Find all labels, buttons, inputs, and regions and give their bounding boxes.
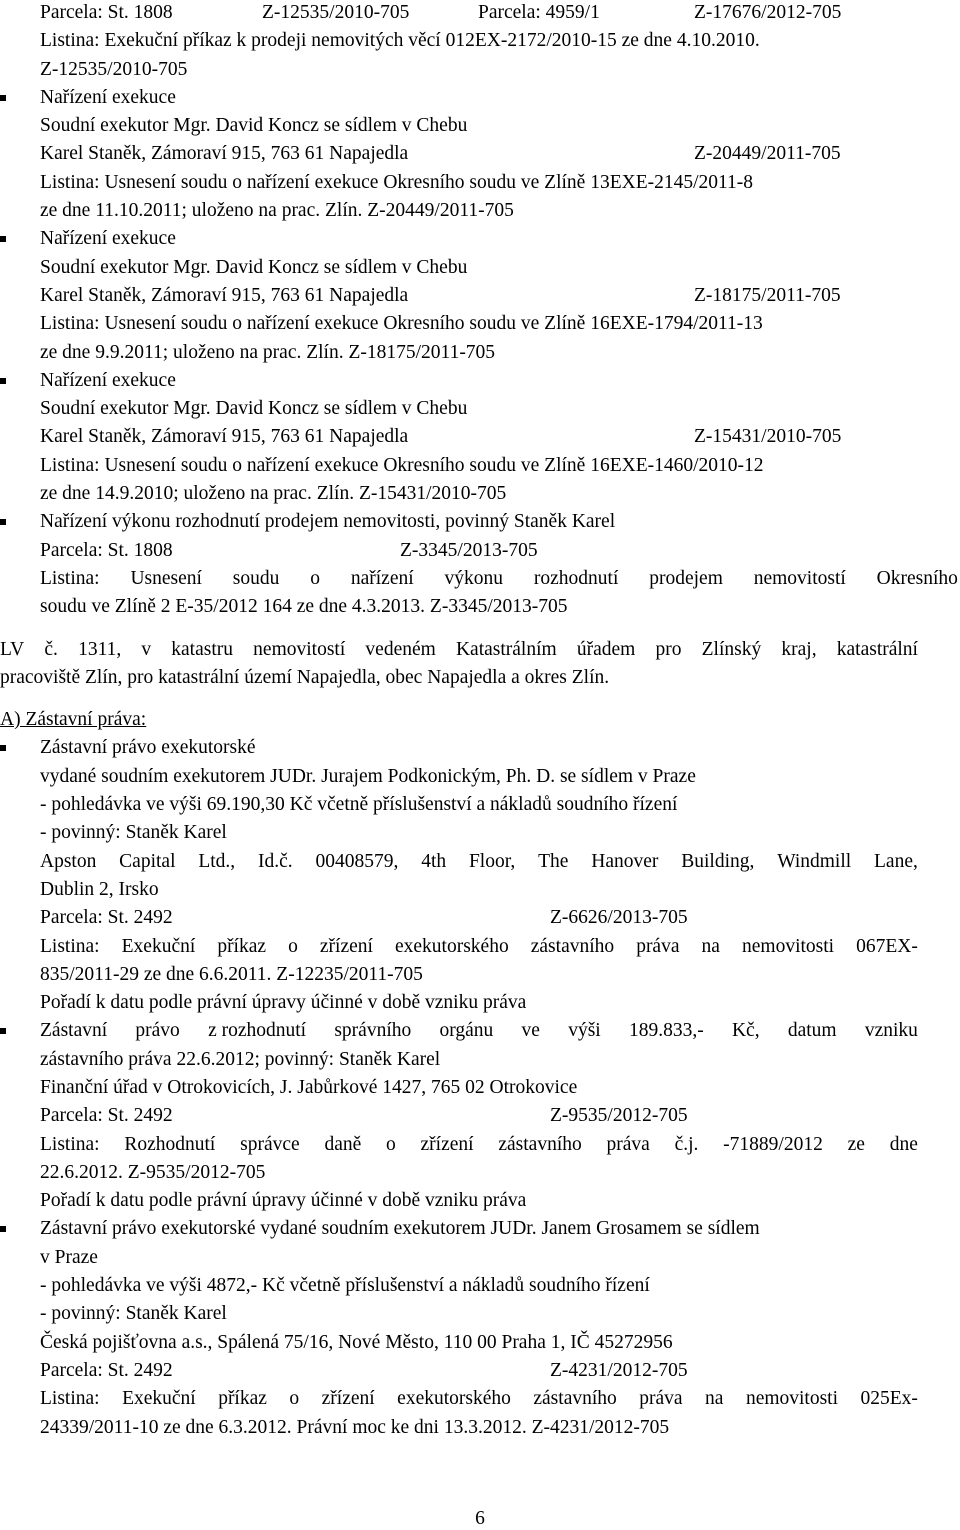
- deed-line: [40, 1131, 918, 1159]
- deed-line: [40, 933, 918, 961]
- deed-line: Listina: Usnesení soudu o nařízení exekuce Okresního soudu ve Zlíně 16EXE-1794/2011-13: [40, 313, 763, 335]
- word: příkaz: [218, 1388, 267, 1410]
- page-number: 6: [475, 1508, 485, 1529]
- word: exekutorského: [397, 1388, 511, 1410]
- bullet-item: [0, 1215, 958, 1243]
- word: nemovitostí: [253, 638, 346, 660]
- word: správce: [240, 1133, 300, 1155]
- word: vzniku: [864, 1020, 918, 1042]
- word: LV: [0, 638, 25, 660]
- item-title: Nařízení exekuce: [40, 228, 176, 250]
- text-line: Finanční úřad v Otrokovicích, J. Jabůrkové 1427, 765 02 Otrokovice: [40, 1076, 578, 1098]
- word: -71889/2012: [723, 1133, 823, 1155]
- word: Windmill: [777, 850, 852, 872]
- bullet-item: [0, 84, 958, 112]
- word: katastru: [171, 638, 234, 660]
- word: výkonu: [444, 567, 504, 589]
- item-title: Zástavní právo exekutorské vydané soudním exekutorem JUDr. Janem Grosamem se sídlem: [40, 1218, 760, 1240]
- word: v: [141, 638, 152, 660]
- word: ze: [847, 1133, 865, 1155]
- word: Exekuční: [122, 1388, 196, 1410]
- deed-line: 24339/2011-10 ze dne 6.3.2012. Právní moc ke dni 13.3.2012. Z-4231/2012-705: [40, 1416, 670, 1438]
- parcel-label: Parcela: St. 2492: [40, 1105, 173, 1127]
- heading-text: A) Zástavní práva:: [0, 709, 147, 731]
- parcel-label: Parcela: St. 2492: [40, 1359, 173, 1381]
- deed-line: 22.6.2012. Z-9535/2012-705: [40, 1161, 266, 1183]
- proceeding-number: Z-12535/2010-705: [262, 2, 410, 23]
- deed-line: Listina: Usnesení soudu o nařízení exekuce Okresního soudu ve Zlíně 13EXE-2145/2011-8: [40, 171, 754, 193]
- executor-line: Soudní exekutor Mgr. David Koncz se sídlem v Chebu: [40, 256, 468, 278]
- text-line: Pořadí k datu podle právní úpravy účinné v době vzniku práva: [40, 1190, 527, 1212]
- word: zřízení: [321, 1388, 375, 1410]
- deed-line: 835/2011-29 ze dne 6.6.2011. Z-12235/2011-705: [40, 963, 423, 985]
- parcel-line: [40, 0, 958, 27]
- word: úřadem: [576, 638, 636, 660]
- word: katastrální: [836, 638, 918, 660]
- obligor-address: Karel Staněk, Zámoraví 915, 763 61 Napajedla: [40, 284, 409, 306]
- text-line: - pohledávka ve výši 4872,- Kč včetně příslušenství a nákladů soudního řízení: [40, 1275, 650, 1297]
- deed-line: ze dne 11.10.2011; uloženo na prac. Zlín. Z-20449/2011-705: [40, 200, 514, 222]
- text-line: v Praze: [40, 1246, 98, 1268]
- section-heading: [0, 706, 958, 734]
- proceeding-number: Z-18175/2011-705: [694, 284, 841, 306]
- deed-line: ze dne 9.9.2011; uloženo na prac. Zlín. Z-18175/2011-705: [40, 341, 496, 363]
- word: orgánu: [439, 1020, 494, 1042]
- word: vedeném: [365, 638, 436, 660]
- item-title: Nařízení výkonu rozhodnutí prodejem nemovitosti, povinný Staněk Karel: [40, 511, 616, 533]
- text-line: Česká pojišťovna a.s., Spálená 75/16, Nové Město, 110 00 Praha 1, IČ 45272956: [40, 1331, 673, 1353]
- word: 00408579,: [315, 850, 399, 872]
- word: Apston: [40, 850, 97, 872]
- proceeding-number: Z-9535/2012-705: [550, 1105, 688, 1127]
- word: Rozhodnutí: [124, 1133, 216, 1155]
- word: zástavního: [533, 1388, 617, 1410]
- word: Hanover: [591, 850, 659, 872]
- proceeding-number: Z-3345/2013-705: [400, 539, 538, 561]
- parcel-label: Parcela: St. 1808: [40, 2, 173, 23]
- word: prodejem: [649, 567, 723, 589]
- word: na: [705, 1388, 724, 1410]
- word: Listina:: [40, 1388, 100, 1410]
- bullet-item: [0, 734, 958, 762]
- justified-text: [40, 565, 958, 593]
- word: z rozhodnutí: [208, 1020, 307, 1042]
- deed-line: soudu ve Zlíně 2 E-35/2012 164 ze dne 4.3.2013. Z-3345/2013-705: [40, 596, 568, 618]
- parcel-line: [40, 904, 958, 932]
- word: o: [310, 567, 320, 589]
- paragraph-line: pracoviště Zlín, pro katastrální území Napajedla, obec Napajedla a okres Zlín.: [0, 666, 610, 688]
- text-line: Dublin 2, Irsko: [40, 878, 159, 900]
- word: nařízení: [350, 567, 414, 589]
- word: Capital: [119, 850, 176, 872]
- word: ve: [521, 1020, 540, 1042]
- word: nemovitosti: [745, 1388, 839, 1410]
- text-line: - povinný: Staněk Karel: [40, 1303, 227, 1325]
- item-title: Zástavní právo exekutorské: [40, 737, 256, 759]
- word: Katastrálním: [455, 638, 557, 660]
- word: zástavního: [498, 1133, 582, 1155]
- word: práva: [636, 935, 680, 957]
- proceeding-number: Z-15431/2010-705: [694, 426, 842, 448]
- word: zřízení: [319, 935, 373, 957]
- word: The: [538, 850, 569, 872]
- parcel-line: [40, 1102, 958, 1130]
- bullet-item: [0, 508, 958, 536]
- proceeding-number: Z-20449/2011-705: [694, 143, 841, 165]
- word: správního: [334, 1020, 412, 1042]
- word: výši: [568, 1020, 601, 1042]
- obligor-address: Karel Staněk, Zámoraví 915, 763 61 Napajedla: [40, 426, 409, 448]
- word: příkaz: [217, 935, 267, 957]
- word: rozhodnutí: [533, 567, 619, 589]
- word: Id.č.: [258, 850, 293, 872]
- text-line: [40, 848, 918, 876]
- word: kraj,: [781, 638, 817, 660]
- obligor-line: [40, 140, 958, 168]
- word: Listina:: [40, 567, 100, 589]
- proceeding-number: Z-12535/2010-705: [40, 58, 188, 80]
- word: Ltd.,: [198, 850, 236, 872]
- word: exekutorského: [394, 935, 509, 957]
- proceeding-number: Z-4231/2012-705: [550, 1359, 688, 1381]
- word: Floor,: [468, 850, 516, 872]
- word: 1311,: [78, 638, 122, 660]
- text-line: zástavního práva 22.6.2012; povinný: Staněk Karel: [40, 1048, 441, 1070]
- word: datum: [787, 1020, 837, 1042]
- bullet-item: [0, 367, 958, 395]
- deed-line: Listina: Exekuční příkaz k prodeji nemovitých věcí 012EX-2172/2010-15 ze dne 4.10.2010.: [40, 30, 760, 52]
- justified-text: [0, 636, 918, 664]
- word: pro: [655, 638, 682, 660]
- deed-line: ze dne 14.9.2010; uloženo na prac. Zlín. Z-15431/2010-705: [40, 483, 507, 505]
- parcel-line: [40, 537, 958, 565]
- word: práva: [639, 1388, 683, 1410]
- word: Lane,: [874, 850, 918, 872]
- word: 189.833,-: [628, 1020, 704, 1042]
- word: o: [386, 1133, 396, 1155]
- item-title: Nařízení exekuce: [40, 369, 176, 391]
- justified-text: [40, 1017, 918, 1045]
- obligor-address: Karel Staněk, Zámoraví 915, 763 61 Napajedla: [40, 143, 409, 165]
- word: nemovitostí: [753, 567, 846, 589]
- spacer: [40, 622, 958, 636]
- deed-line: [40, 1385, 918, 1413]
- executor-line: Soudní exekutor Mgr. David Koncz se sídlem v Chebu: [40, 115, 468, 137]
- executor-line: Soudní exekutor Mgr. David Koncz se sídlem v Chebu: [40, 398, 468, 420]
- justified-text: [40, 1385, 918, 1413]
- bullet-item: [0, 1017, 918, 1045]
- word: č.j.: [674, 1133, 699, 1155]
- word: nemovitosti: [742, 935, 835, 957]
- word: právo: [135, 1020, 180, 1042]
- word: Kč,: [731, 1020, 760, 1042]
- word: zástavního: [530, 935, 615, 957]
- proceeding-number: Z-6626/2013-705: [550, 907, 688, 929]
- text-line: - povinný: Staněk Karel: [40, 822, 227, 844]
- word: Listina:: [40, 1133, 100, 1155]
- parcel-label: Parcela: St. 2492: [40, 907, 173, 929]
- word: daně: [324, 1133, 362, 1155]
- justified-text: [40, 848, 918, 876]
- word: 4th: [421, 850, 447, 872]
- word: Exekuční: [121, 935, 196, 957]
- word: Zástavní: [40, 1020, 108, 1042]
- text-line: - pohledávka ve výši 69.190,30 Kč včetně příslušenství a nákladů soudního řízení: [40, 794, 678, 816]
- parcel-label: Parcela: St. 1808: [40, 539, 173, 561]
- obligor-line: [40, 282, 958, 310]
- word: dne: [889, 1133, 918, 1155]
- word: o: [288, 935, 298, 957]
- obligor-line: [40, 423, 958, 451]
- word: práva: [606, 1133, 650, 1155]
- word: 025Ex-: [860, 1388, 918, 1410]
- word: Usnesení: [130, 567, 202, 589]
- deed-line: [40, 565, 958, 593]
- word: Okresního: [876, 567, 958, 589]
- text-line: vydané soudním exekutorem JUDr. Jurajem Podkonickým, Ph. D. se sídlem v Praze: [40, 765, 696, 787]
- word: Building,: [681, 850, 755, 872]
- proceeding-number: Z-17676/2012-705: [694, 2, 842, 23]
- justified-text: [40, 1131, 918, 1159]
- parcel-label: Parcela: 4959/1: [478, 2, 600, 23]
- word: Listina:: [40, 935, 100, 957]
- parcel-line: [40, 1357, 958, 1385]
- word: o: [289, 1388, 300, 1410]
- spacer: [40, 692, 958, 706]
- word: zřízení: [420, 1133, 474, 1155]
- text-line: Pořadí k datu podle právní úpravy účinné v době vzniku práva: [40, 992, 527, 1014]
- paragraph-line: [0, 636, 918, 664]
- bullet-item: [0, 225, 958, 253]
- item-title: Nařízení exekuce: [40, 86, 176, 108]
- justified-text: [40, 933, 918, 961]
- word: 067EX-: [856, 935, 918, 957]
- word: Zlínský: [701, 638, 762, 660]
- word: č.: [44, 638, 58, 660]
- word: soudu: [232, 567, 280, 589]
- deed-line: Listina: Usnesení soudu o nařízení exekuce Okresního soudu ve Zlíně 16EXE-1460/2010-12: [40, 454, 764, 476]
- word: na: [701, 935, 720, 957]
